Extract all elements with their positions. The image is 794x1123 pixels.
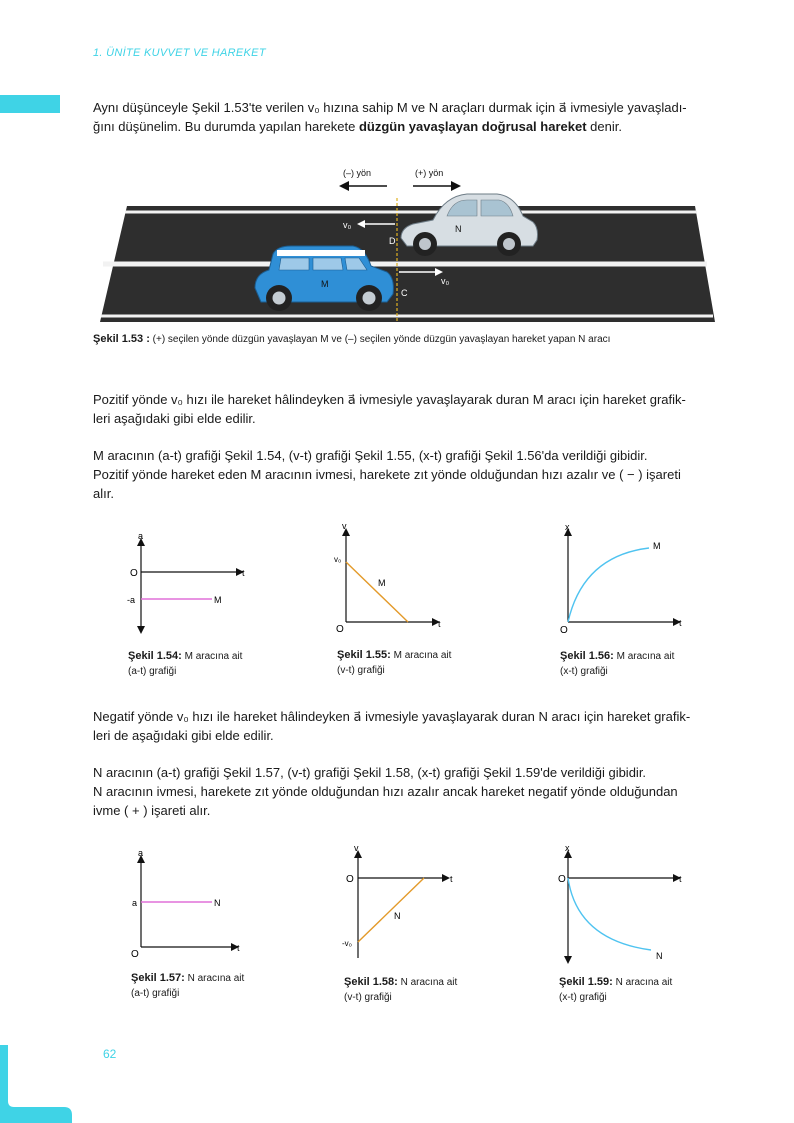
graph-1-56-x-t [555, 520, 695, 635]
left-arrow-icon [339, 181, 349, 191]
figure-1-53-road-scene [95, 160, 720, 330]
caption-line-1: M aracına ait [390, 650, 452, 661]
caption-line-1: M aracına ait [181, 651, 243, 662]
y-axis-label: a [138, 531, 144, 541]
origin-label: O [131, 949, 139, 960]
definition-term: düzgün yavaşlayan doğrusal hareket [358, 119, 587, 134]
series-label: M [378, 578, 386, 588]
graph-1-58-caption [344, 975, 494, 1005]
paragraph-n-intro [93, 707, 723, 745]
origin-label: O [560, 625, 568, 635]
point-d-label: D [389, 236, 396, 246]
paragraph-m-intro [93, 390, 723, 428]
caption-line-1: N aracına ait [184, 973, 245, 984]
caption-title: Şekil 1.59: [559, 976, 613, 988]
caption-line-2: (a-t) grafiği [128, 666, 177, 677]
origin-label: O [336, 624, 344, 635]
paragraph-m-intro-line-1: Pozitif yönde v₀ hızı ile hareket hâlindeyken a⃗ ivmesiyle yavaşlayarak duran M aracı için hareket grafik- [93, 392, 686, 407]
graph-1-57-a-t [125, 845, 260, 960]
initial-velocity-label: -v₀ [342, 939, 352, 948]
positive-direction-label: (+) yön [415, 168, 444, 178]
origin-label: O [346, 874, 354, 885]
caption-title: Şekil 1.56: [560, 650, 614, 662]
figure-1-53-caption-text: (+) seçilen yönde düzgün yavaşlayan M ve (–) seçilen yönde düzgün yavaşlayan hareket yapan N aracı [149, 334, 611, 345]
velocity-line-m [346, 562, 408, 622]
x-axis-label: t [679, 874, 682, 884]
series-label: N [656, 951, 663, 961]
y-axis-label: x [565, 843, 570, 853]
caption-line-2: (v-t) grafiği [337, 665, 385, 676]
car-n-label: N [455, 224, 462, 234]
y-axis-label: v [342, 521, 347, 531]
car-m-label: M [321, 279, 329, 289]
acceleration-value-label: a [132, 898, 138, 908]
caption-title: Şekil 1.57: [131, 972, 185, 984]
negative-direction-label: (–) yön [343, 168, 372, 178]
paragraph-n-intro-line-2: leri de aşağıdaki gibi elde edilir. [93, 728, 274, 743]
graph-1-59-caption [559, 975, 709, 1005]
car-n-velocity-label: v₀ [343, 220, 352, 230]
intro-line-2-end: denir. [586, 119, 622, 134]
x-axis-label: t [438, 619, 441, 629]
paragraph-n-graphs-line-1: N aracının (a-t) grafiği Şekil 1.57, (v-t) grafiği Şekil 1.58, (x-t) grafiği Şekil 1.59'de verildiği gibidir. [93, 765, 647, 780]
position-curve-n [568, 878, 651, 950]
graph-1-55-caption [337, 648, 487, 678]
x-axis-label: t [679, 618, 682, 628]
paragraph-n-graphs-line-2: N aracının ivmesi, harekete zıt yönde olduğundan hızı azalır ancak hareket negatif yönde olduğundan [93, 784, 678, 799]
caption-line-1: N aracına ait [397, 977, 458, 988]
paragraph-m-graphs-line-1: M aracının (a-t) grafiği Şekil 1.54, (v-t) grafiği Şekil 1.55, (x-t) grafiği Şekil 1.56'da verildiği gibidir. [93, 448, 648, 463]
figure-1-53-caption-title: Şekil 1.53 : [93, 333, 150, 345]
paragraph-n-graphs [93, 763, 723, 820]
paragraph-n-intro-line-1: Negatif yönde v₀ hızı ile hareket hâlindeyken a⃗ ivmesiyle yavaşlayarak duran N aracı için hareket grafik- [93, 709, 691, 724]
y-axis-label: x [565, 522, 570, 532]
figure-1-53-caption [93, 332, 733, 347]
paragraph-m-graphs-line-3: alır. [93, 486, 114, 501]
caption-line-2: (a-t) grafiği [131, 988, 180, 999]
car-m-velocity-label: v₀ [441, 276, 450, 286]
page-corner-decoration [0, 1045, 72, 1123]
paragraph-m-graphs [93, 446, 723, 503]
series-label: M [653, 541, 661, 551]
velocity-line-n [358, 878, 424, 942]
caption-line-2: (v-t) grafiği [344, 992, 392, 1003]
series-label: M [214, 595, 222, 605]
y-axis-label: a [138, 848, 144, 858]
x-axis-label: t [450, 874, 453, 884]
graph-1-57-caption [131, 971, 281, 1001]
graph-1-55-v-t [330, 520, 460, 635]
initial-velocity-label: v₀ [334, 555, 342, 564]
page-number: 62 [103, 1047, 117, 1061]
caption-line-2: (x-t) grafiği [559, 992, 607, 1003]
paragraph-m-graphs-line-2: Pozitif yönde hareket eden M aracının ivmesi, harekete zıt yönde olduğundan hızı azalır ve ( − ) işareti [93, 467, 681, 482]
graph-1-59-x-t [555, 840, 695, 965]
y-axis-label: v [354, 843, 359, 853]
unit-header: 1. ÜNİTE KUVVET VE HAREKET [93, 47, 266, 59]
position-curve-m [568, 548, 649, 622]
origin-label: O [558, 874, 566, 885]
intro-line-2-start: ğını düşünelim. Bu durumda yapılan harekete [93, 119, 359, 134]
caption-line-1: M aracına ait [613, 651, 675, 662]
x-axis-label: t [237, 943, 240, 953]
x-axis-label: t [242, 568, 245, 578]
paragraph-m-intro-line-2: leri aşağıdaki gibi elde edilir. [93, 411, 256, 426]
series-label: N [394, 911, 401, 921]
point-c-label: C [401, 288, 408, 298]
intro-line-1: Aynı düşünceyle Şekil 1.53'te verilen v₀ hızına sahip M ve N araçları durmak için a⃗ ivmesiyle yavaşladı- [93, 100, 687, 115]
caption-line-2: (x-t) grafiği [560, 666, 608, 677]
graph-1-58-v-t [338, 840, 468, 965]
caption-title: Şekil 1.54: [128, 650, 182, 662]
graph-1-56-caption [560, 649, 710, 679]
origin-label: O [130, 568, 138, 579]
side-tab-marker [0, 95, 60, 113]
paragraph-n-graphs-line-3: ivme ( + ) işareti alır. [93, 803, 211, 818]
caption-line-1: N aracına ait [612, 977, 673, 988]
caption-title: Şekil 1.55: [337, 649, 391, 661]
right-arrow-icon [451, 181, 461, 191]
intro-line-2 [93, 117, 723, 136]
acceleration-value-label: -a [127, 595, 136, 605]
graph-1-54-caption [128, 649, 278, 679]
caption-title: Şekil 1.58: [344, 976, 398, 988]
series-label: N [214, 898, 221, 908]
intro-paragraph [93, 98, 723, 136]
graph-1-54-a-t [120, 530, 260, 635]
